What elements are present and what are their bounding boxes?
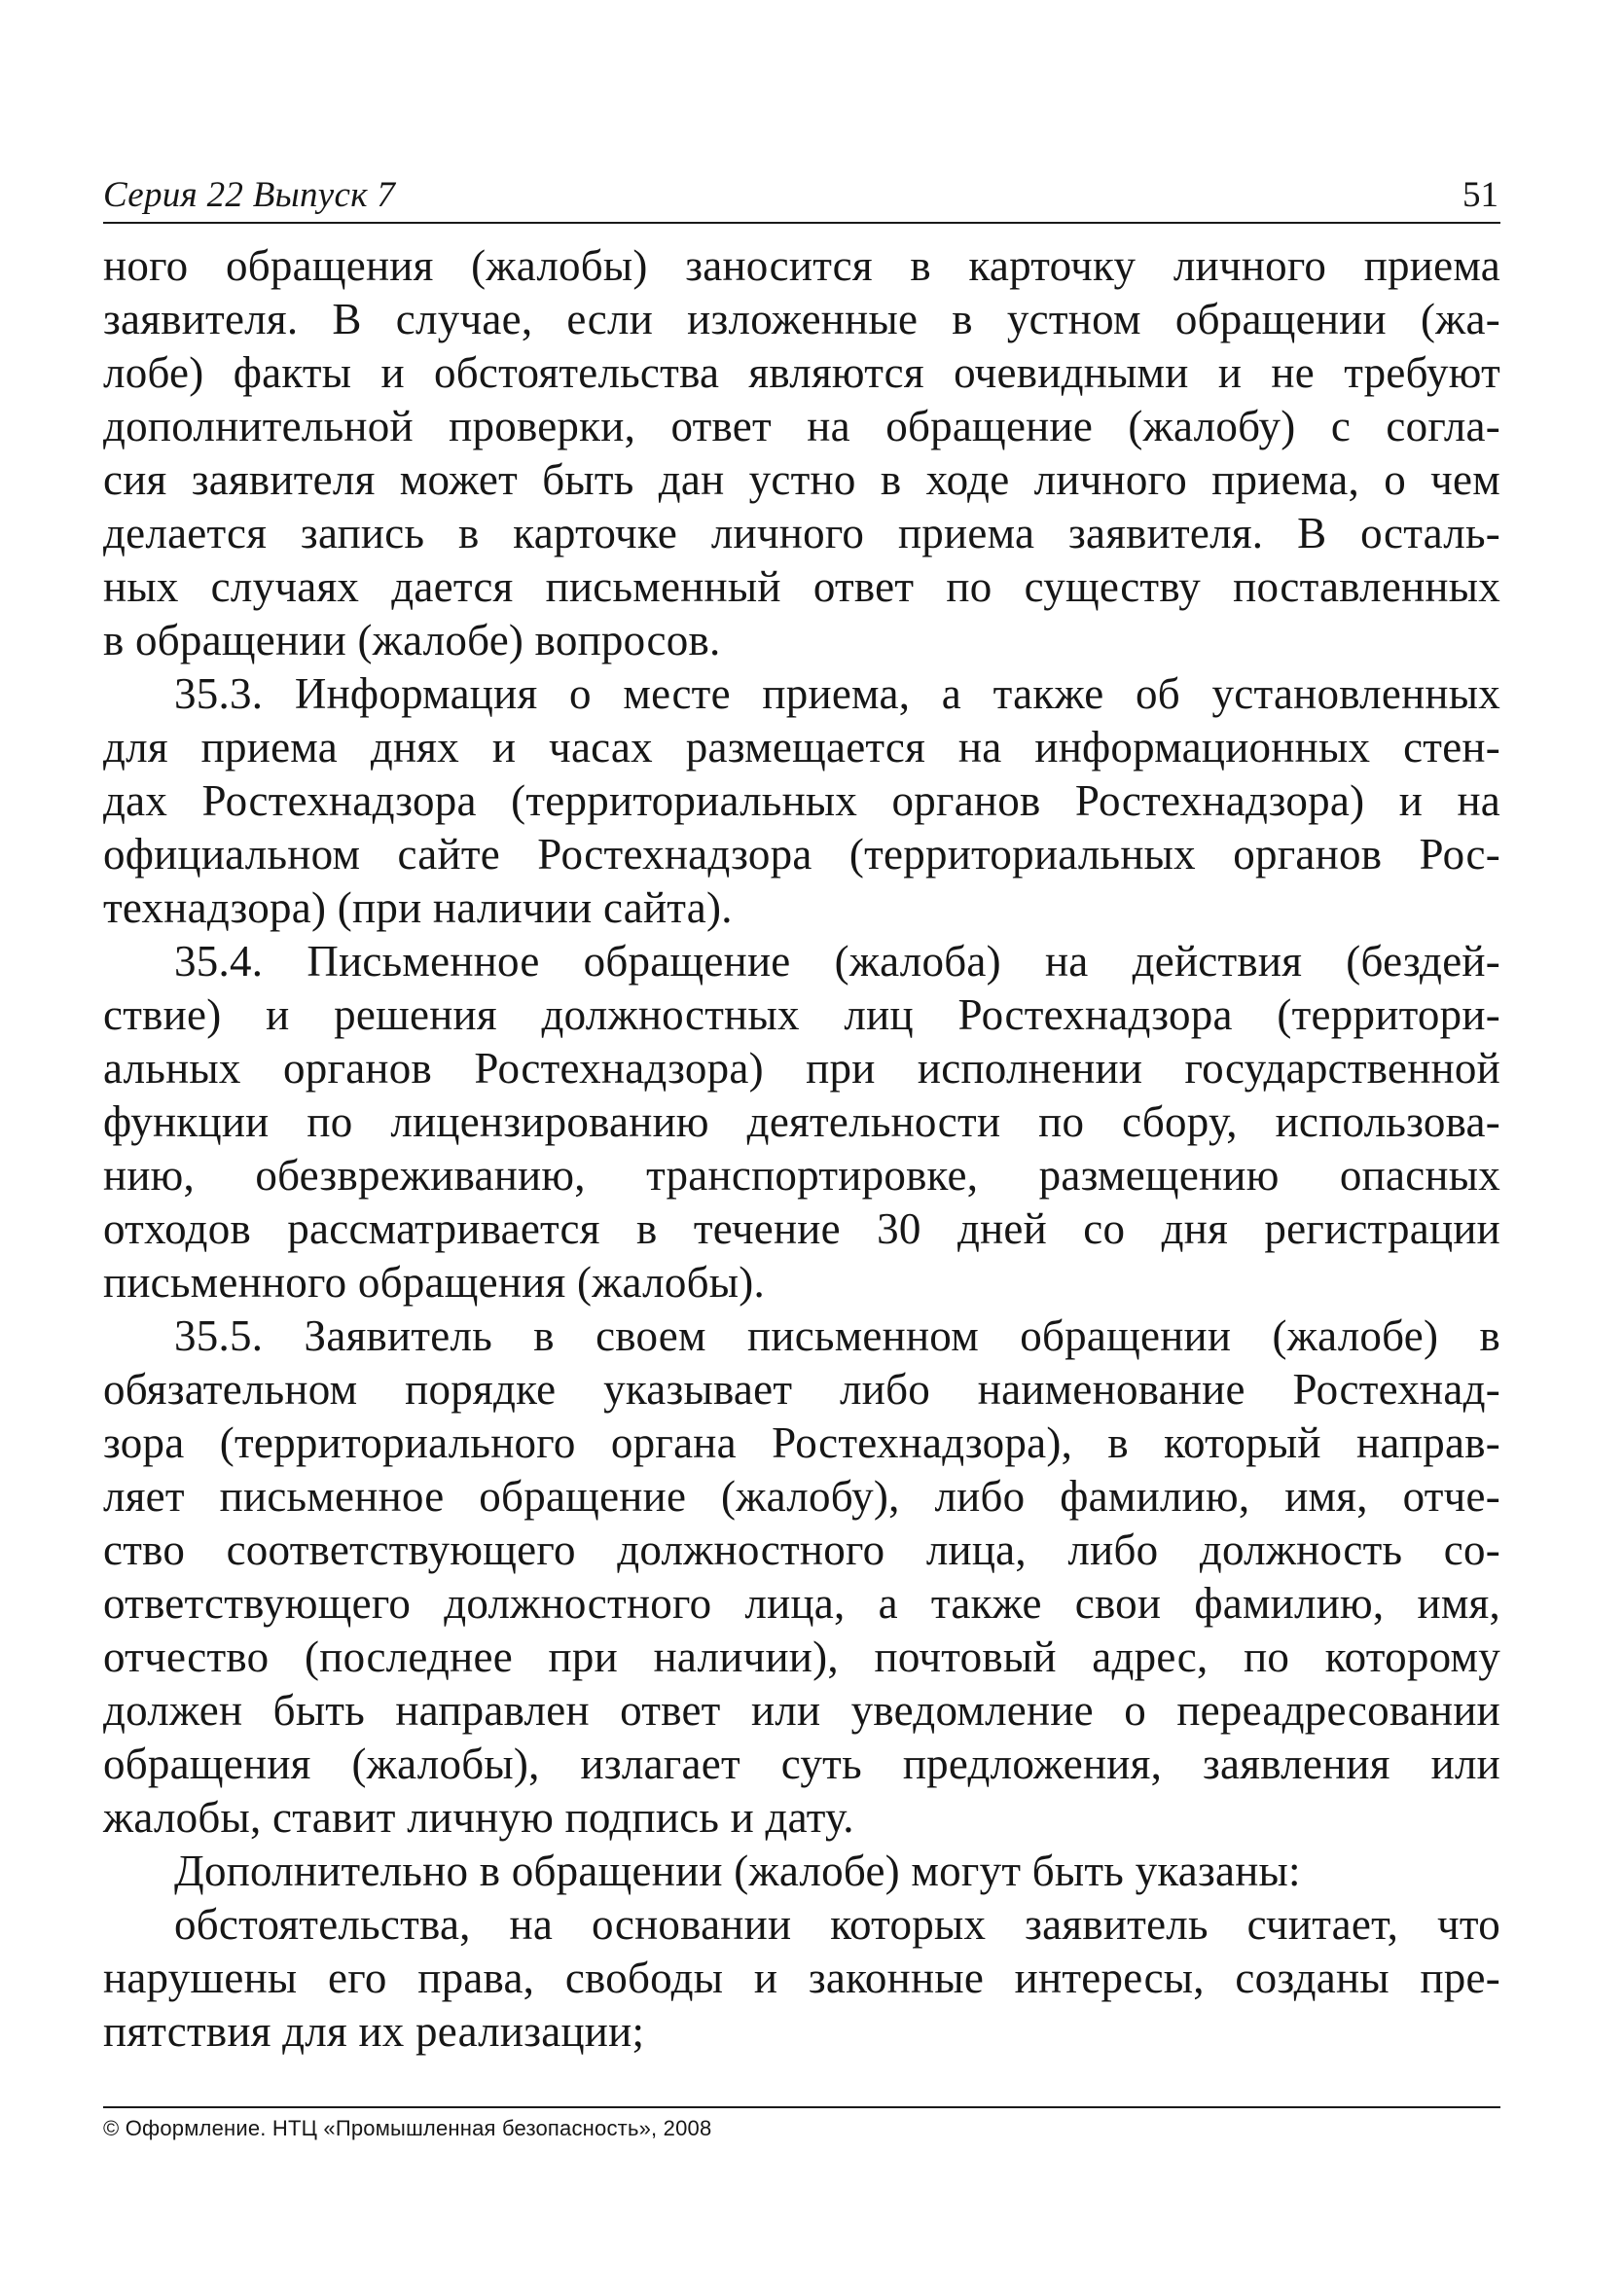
paragraph <box>103 1309 1500 1845</box>
text-line: обязательном порядке указывает либо наименование Ростехнад- <box>103 1365 1500 1414</box>
text-line: нарушены его права, свободы и законные интересы, созданы пре- <box>103 1954 1500 2002</box>
text-line: ного обращения (жалобы) заносится в карточку личного приема <box>103 241 1500 290</box>
text-line: для приема днях и часах размещается на информационных стен- <box>103 723 1500 771</box>
paragraph <box>103 667 1500 935</box>
text-line: ствие) и решения должностных лиц Ростехнадзора (территори- <box>103 990 1500 1039</box>
text-line: пятствия для их реализации; <box>103 2007 645 2056</box>
text-line: отходов рассматривается в течение 30 дней со дня регистрации <box>103 1204 1500 1253</box>
text-line: зора (территориального органа Ростехнадзора), в который направ- <box>103 1418 1500 1467</box>
text-line: 35.5. Заявитель в своем письменном обращении (жалобе) в <box>174 1311 1500 1360</box>
text-line: функции по лицензированию деятельности по сбору, использова- <box>103 1097 1500 1146</box>
paragraph <box>103 1898 1500 2059</box>
text-line: дах Ростехнадзора (территориальных органов Ростехнадзора) и на <box>103 776 1500 825</box>
text-line: ство соответствующего должностного лица, либо должность со- <box>103 1525 1500 1574</box>
paragraph <box>103 935 1500 1309</box>
text-line: дополнительной проверки, ответ на обращение (жалобу) с согла- <box>103 402 1500 450</box>
text-line: ответствующего должностного лица, а также свои фамилию, имя, <box>103 1579 1500 1628</box>
text-line: отчество (последнее при наличии), почтовый адрес, по которому <box>103 1632 1500 1681</box>
text-line: должен быть направлен ответ или уведомление о переадресовании <box>103 1686 1500 1735</box>
text-line: ляет письменное обращение (жалобу), либо фамилию, имя, отче- <box>103 1472 1500 1521</box>
text-line: жалобы, ставит личную подпись и дату. <box>103 1793 854 1842</box>
text-line: письменного обращения (жалобы). <box>103 1258 765 1307</box>
text-line: альных органов Ростехнадзора) при исполнении государственной <box>103 1044 1500 1093</box>
text-line: 35.3. Информация о месте приема, а также об установленных <box>174 669 1500 718</box>
series-title: Серия 22 Выпуск 7 <box>103 175 396 215</box>
text-line: Дополнительно в обращении (жалобе) могут быть указаны: <box>174 1847 1301 1895</box>
page-number: 51 <box>1462 175 1498 215</box>
text-line: нию, обезвреживанию, транспортировке, размещению опасных <box>103 1151 1500 1200</box>
text-line: официальном сайте Ростехнадзора (территориальных органов Рос- <box>103 830 1500 879</box>
text-line: заявителя. В случае, если изложенные в устном обращении (жа- <box>103 295 1500 343</box>
text-line: делается запись в карточке личного приема заявителя. В осталь- <box>103 509 1500 557</box>
text-line: сия заявителя может быть дан устно в ходе личного приема, о чем <box>103 455 1500 504</box>
text-line: обстоятельства, на основании которых заявитель считает, что <box>174 1900 1500 1949</box>
copyright-footer: © Оформление. НТЦ «Промышленная безопасность», 2008 <box>103 2106 1500 2141</box>
text-line: в обращении (жалобе) вопросов. <box>103 616 721 664</box>
body-text <box>103 239 1500 2059</box>
text-line: обращения (жалобы), излагает суть предложения, заявления или <box>103 1740 1500 1788</box>
text-line: ных случаях дается письменный ответ по существу поставленных <box>103 562 1500 611</box>
text-line: 35.4. Письменное обращение (жалоба) на действия (бездей- <box>174 937 1500 986</box>
text-line: технадзора) (при наличии сайта). <box>103 883 733 932</box>
running-header <box>103 165 1500 224</box>
paragraph <box>103 1845 1500 1898</box>
paragraph <box>103 239 1500 667</box>
text-line: лобе) факты и обстоятельства являются очевидными и не требуют <box>103 348 1500 397</box>
